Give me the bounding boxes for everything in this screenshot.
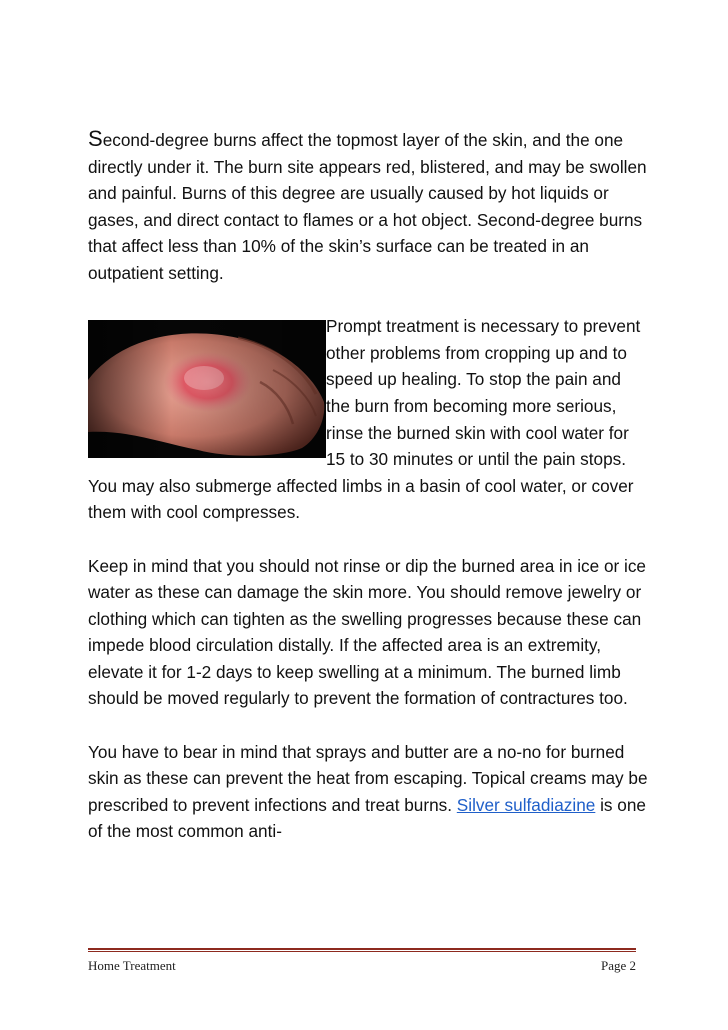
footer-rule (88, 948, 636, 950)
footer-rule-thin (88, 951, 636, 952)
paragraph-intro (88, 126, 648, 287)
silver-sulfadiazine-link[interactable]: Silver sulfadiazine (456, 794, 596, 815)
page-number: Page 2 (600, 958, 636, 973)
burned-hand-illustration (88, 320, 326, 458)
page-body (88, 126, 648, 872)
paragraph-sprays (88, 739, 648, 845)
paragraph-prompt-treatment: Prompt treatment is necessary to prevent other problems from cropping up and to speed up healing. To stop the pain and the burn from becoming more serious, rinse the burned skin with cool water for 15 to 30 minutes or until the pain stops. You may also submerge affected limbs in a basin of cool water, or cover them with cool compresses. (88, 316, 641, 523)
paragraph-intro-text: econd-degree burns affect the topmost layer of the skin, and the one directly under it. The burn site appears red, blistered, and may be swollen and painful. Burns of this degree are usually caused by hot liquids or gases, and direct contact to flames or a hot object. Second-degree burns that affect less than 10% of the skin’s surface can be treated in an outpatient setting. (88, 130, 647, 283)
paragraph-sprays-tail: is one of the most common anti- (88, 794, 646, 842)
paragraph-ice-warning: Keep in mind that you should not rinse or dip the burned area in ice or ice water as these can damage the skin more. You should remove jewelry or clothing which can tighten as the swelling progresses because these can impede blood circulation distally. If the affected area is an extremity, elevate it for 1-2 days to keep swelling at a minimum. The burned limb should be moved regularly to prevent the formation of contractures too. (88, 555, 646, 709)
burned-hand-photo (88, 320, 326, 458)
paragraph-sprays-text: You have to bear in mind that sprays and butter are a no-no for burned skin as these can prevent the heat from escaping. Topical creams may be prescribed to prevent infections and treat burns. (88, 741, 648, 815)
footer-section-title: Home Treatment (88, 958, 176, 973)
page-footer (88, 958, 636, 974)
drop-cap: S (88, 126, 103, 151)
